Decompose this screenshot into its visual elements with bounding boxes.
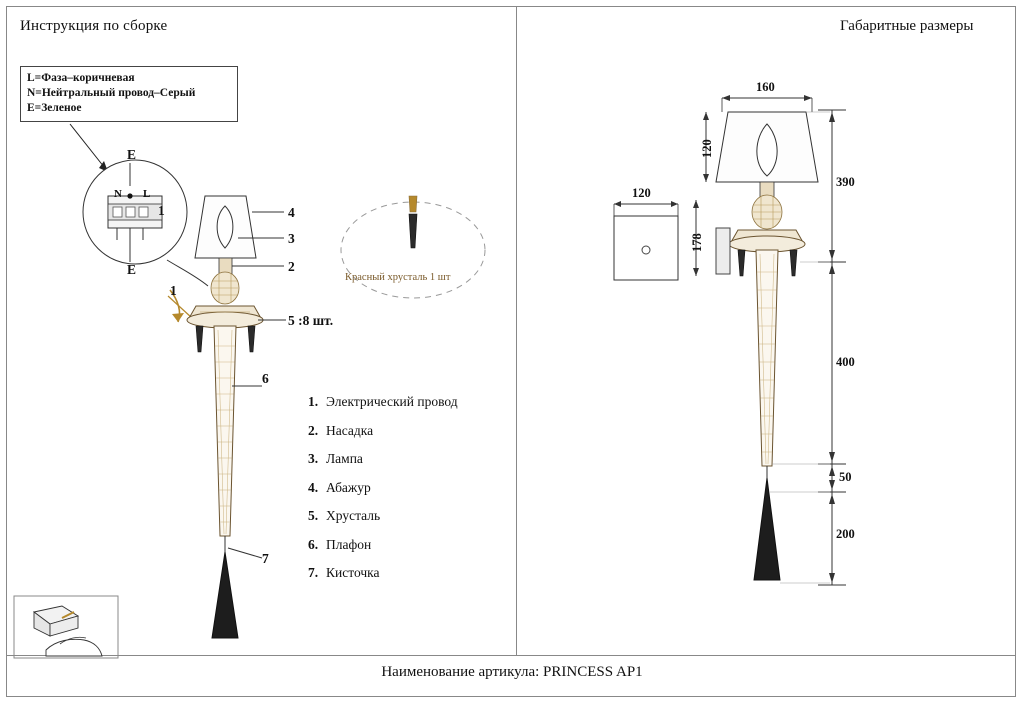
list-item <box>308 451 498 467</box>
part-label: Электрический провод <box>326 394 458 409</box>
part-number: 2. <box>308 422 319 438</box>
list-item <box>308 394 498 410</box>
dimension-plate-depth: 178 <box>690 233 704 252</box>
part-label: Кисточка <box>326 565 380 580</box>
dimension-top-segment: 390 <box>836 175 855 189</box>
parts-list <box>308 394 498 594</box>
right-panel-title: Габаритные размеры <box>840 18 974 34</box>
list-item <box>308 423 498 439</box>
list-item <box>308 537 498 553</box>
crystal-note-caption: Красный хрусталь 1 шт <box>345 272 451 283</box>
part-number: 7. <box>308 565 319 580</box>
dimension-plate-width: 120 <box>632 186 651 200</box>
callout-5: 5 :8 шт. <box>288 313 334 328</box>
callout-2: 2 <box>288 259 295 274</box>
callout-7: 7 <box>262 551 269 566</box>
wiring-legend-box <box>20 66 238 122</box>
terminal-label-right: L <box>143 188 151 200</box>
part-label: Хрусталь <box>326 508 381 523</box>
part-label: Лампа <box>326 451 363 466</box>
dimension-gap-segment: 50 <box>839 470 852 484</box>
callout-6: 6 <box>262 371 269 386</box>
part-number: 1. <box>308 394 319 409</box>
wiring-legend-line-1: L=Фаза–коричневая <box>27 72 135 84</box>
dimension-shade-width: 160 <box>756 80 775 94</box>
part-label: Насадка <box>326 422 374 438</box>
dimension-body-segment: 400 <box>836 355 855 369</box>
part-number: 5. <box>308 508 319 523</box>
part-label: Плафон <box>326 536 372 552</box>
callout-4: 4 <box>288 205 295 220</box>
list-item <box>308 565 498 581</box>
terminal-label-left: N <box>114 188 122 200</box>
article-name-footer: Наименование артикула: PRINCESS AP1 <box>381 664 643 680</box>
callout-3: 3 <box>288 231 295 246</box>
list-item <box>308 508 498 524</box>
callout-1-wire: 1 <box>170 283 177 298</box>
wiring-legend-line-2: N=Нейтральный провод–Серый <box>27 87 196 99</box>
part-number: 4. <box>308 479 319 495</box>
wiring-legend-line-3: E=Зеленое <box>27 102 82 114</box>
list-item <box>308 480 498 496</box>
terminal-label-top: E <box>127 147 137 162</box>
terminal-label-bottom: E <box>127 262 137 277</box>
dimension-shade-height: 120 <box>700 139 714 158</box>
left-panel-title: Инструкция по сборке <box>20 18 168 34</box>
part-number: 6. <box>308 536 319 552</box>
part-number: 3. <box>308 451 319 466</box>
dimension-tassel-segment: 200 <box>836 527 855 541</box>
callout-1-terminal: 1 <box>158 203 165 218</box>
part-label: Абажур <box>326 479 371 495</box>
